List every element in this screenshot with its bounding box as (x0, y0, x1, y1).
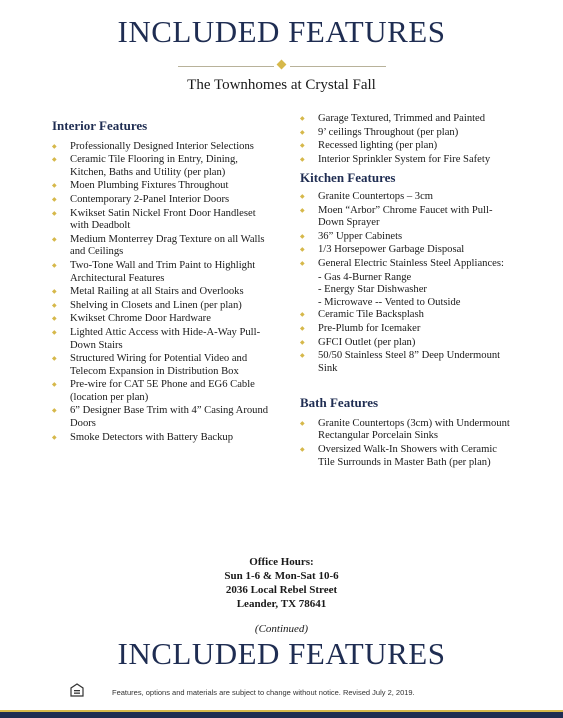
interior-feature-item: ◆ Structured Wiring for Potential Video and Telecom Expansion in Distribution Box (52, 353, 270, 378)
interior-feature-item: ◆ Kwikset Satin Nickel Front Door Handleset with Deadbolt (52, 208, 270, 233)
page-subtitle: The Townhomes at Crystal Fall (187, 77, 376, 93)
interior-feature-item: ◆ 6” Designer Base Trim with 4” Casing Around Doors (52, 405, 270, 430)
page-title-repeat: INCLUDED FEATURES (117, 636, 446, 671)
appliance-item: - Gas 4-Burner Range (318, 271, 412, 283)
appliance-sublist (300, 272, 515, 310)
interior-feature-item: ◆ Metal Railing at all Stairs and Overlooks (52, 286, 270, 299)
bath-features-list (300, 418, 515, 469)
kitchen-features-list (300, 191, 515, 271)
interior-features-section (52, 120, 270, 445)
interior-feature-item: ◆ Recessed lighting (per plan) (300, 140, 515, 153)
appliance-item: - Energy Star Dishwasher (318, 284, 427, 296)
footer-navy-band (0, 712, 563, 718)
interior-feature-item: ◆ Two-Tone Wall and Trim Paint to Highlight Architectural Features (52, 260, 270, 285)
office-street: 2036 Local Rebel Street (225, 584, 338, 596)
kitchen-feature-item: ◆ 1/3 Horsepower Garbage Disposal (300, 244, 515, 257)
page-title: INCLUDED FEATURES (117, 14, 446, 49)
interior-feature-item: ◆ Professionally Designed Interior Selections (52, 141, 270, 154)
kitchen-feature-item: ◆ 50/50 Stainless Steel 8” Deep Undermount Sink (300, 350, 515, 375)
interior-feature-item: ◆ Moen Plumbing Fixtures Throughout (52, 180, 270, 193)
bath-features-heading: Bath Features (300, 395, 379, 411)
kitchen-feature-item: ◆ Ceramic Tile Backsplash (300, 309, 515, 322)
bath-feature-item: ◆ Granite Countertops (3cm) with Undermount Rectangular Porcelain Sinks (300, 418, 515, 443)
interior-feature-item: ◆ Ceramic Tile Flooring in Entry, Dining, Kitchen, Baths and Utility (per plan) (52, 154, 270, 179)
office-hours-times: Sun 1-6 & Mon-Sat 10-6 (224, 570, 339, 582)
kitchen-feature-item: ◆ General Electric Stainless Steel Appliances: (300, 258, 515, 271)
office-hours-heading: Office Hours: (249, 556, 314, 568)
right-column (300, 113, 515, 470)
interior-feature-item: ◆ Contemporary 2-Panel Interior Doors (52, 194, 270, 207)
kitchen-feature-item: ◆ Moen “Arbor” Chrome Faucet with Pull-Down Sprayer (300, 205, 515, 230)
diamond-ornament-icon (277, 60, 287, 70)
kitchen-features-heading: Kitchen Features (300, 170, 396, 186)
footer-disclaimer: Features, options and materials are subject to change without notice. Revised July 2, 2019. (112, 688, 415, 697)
divider-left (178, 66, 274, 67)
office-hours-block (0, 555, 563, 611)
interior-feature-item: ◆ Pre-wire for CAT 5E Phone and EG6 Cable (location per plan) (52, 379, 270, 404)
interior-features-list-continued (300, 113, 515, 166)
interior-feature-item: ◆ Shelving in Closets and Linen (per plan) (52, 300, 270, 313)
interior-feature-item: ◆ Garage Textured, Trimmed and Painted (300, 113, 515, 126)
interior-features-list (52, 141, 270, 445)
interior-feature-item: ◆ Interior Sprinkler System for Fire Safety (300, 154, 515, 167)
kitchen-feature-item: ◆ GFCI Outlet (per plan) (300, 337, 515, 350)
kitchen-feature-item: ◆ 36” Upper Cabinets (300, 231, 515, 244)
kitchen-feature-item: ◆ Pre-Plumb for Icemaker (300, 323, 515, 336)
interior-features-heading: Interior Features (52, 118, 148, 133)
interior-feature-item: ◆ Lighted Attic Access with Hide-A-Way Pull-Down Stairs (52, 327, 270, 352)
interior-feature-item: ◆ Smoke Detectors with Battery Backup (52, 432, 270, 445)
divider-right (290, 66, 386, 67)
appliance-item: - Microwave -- Vented to Outside (318, 296, 461, 308)
interior-feature-item: ◆ 9’ ceilings Throughout (per plan) (300, 127, 515, 140)
continued-note: (Continued) (254, 623, 309, 635)
bath-feature-item: ◆ Oversized Walk-In Showers with Ceramic Tile Surrounds in Master Bath (per plan) (300, 444, 515, 469)
kitchen-features-list-continued (300, 309, 515, 375)
equal-housing-opportunity-icon (70, 683, 84, 697)
interior-feature-item: ◆ Medium Monterrey Drag Texture on all Walls and Ceilings (52, 234, 270, 259)
interior-feature-item: ◆ Kwikset Chrome Door Hardware (52, 313, 270, 326)
kitchen-feature-item: ◆ Granite Countertops – 3cm (300, 191, 515, 204)
office-city: Leander, TX 78641 (236, 598, 327, 610)
